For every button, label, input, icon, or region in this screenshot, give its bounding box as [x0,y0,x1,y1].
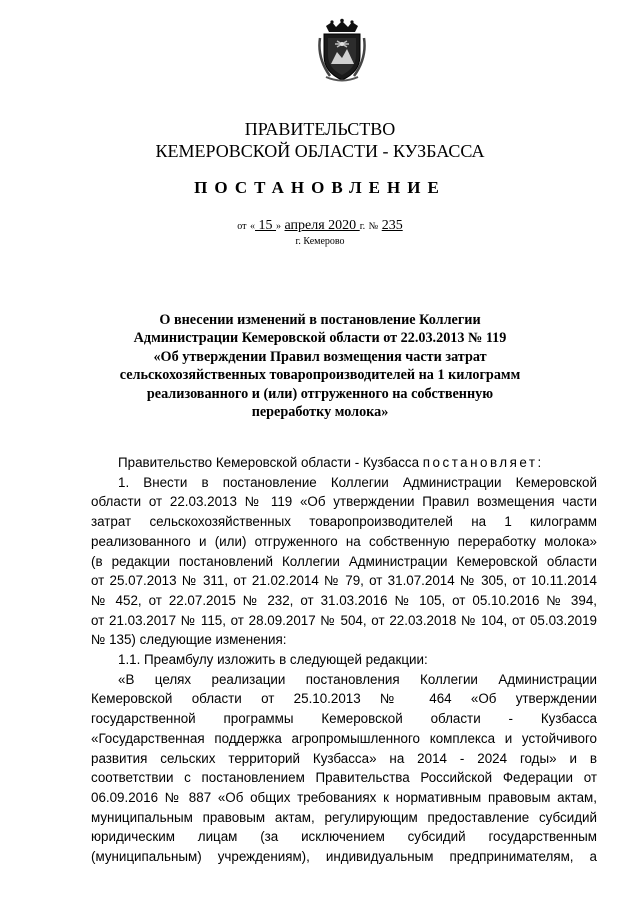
date-prefix: от [237,221,247,232]
body-line: (муниципальным) учреждениям), индивидуальным предпринимателям, а [91,849,597,865]
date-year-suffix: г. [359,221,366,232]
document-body [91,453,597,867]
body-line: № 135) следующие изменения: [91,632,287,648]
intro-decree-word: постановляет: [422,455,544,470]
body-line: реализованного и (или) отгруженного на собственную переработку молока» [91,533,597,549]
title-line: реализованного и (или) отгруженного на собственную [146,385,494,402]
document-type: ПОСТАНОВЛЕНИЕ [194,178,446,197]
date-day: 15 [255,218,277,233]
number-sign: № [368,221,379,232]
title-line: переработку молока» [251,404,389,421]
date-month-year: апреля 2020 [284,218,360,233]
body-line: Кемеровской области от 25.10.2013 № 464 «Об утверждении [91,691,597,707]
body-intro [91,453,597,473]
title-line: Администрации Кемеровской области от 22.03.2013 № 119 [133,330,507,347]
body-line: 1.1. Преамбулу изложить в следующей редакции: [118,652,428,668]
body-line: от 25.07.2013 № 311, от 21.02.2014 № 79, от 31.07.2014 № 305, от 10.11.2014 [91,573,597,589]
document-date-line [0,218,640,234]
document-city: г. Кемерово [295,236,345,247]
intro-text: Правительство Кемеровской области - Кузбасса [118,455,423,470]
document-number: 235 [381,218,403,233]
title-line: «Об утверждении Правил возмещения части затрат [153,348,487,365]
body-line: государственной программы Кемеровской области - Кузбасса [91,711,597,727]
body-line: развития сельских территорий Кузбасса» на 2014 - 2024 годы» и в [91,750,597,766]
body-line: затрат сельскохозяйственных товаропроизводителей на 1 килограмм [91,514,597,530]
body-line: 1. Внести в постановление Коллегии Администрации Кемеровской [118,474,597,490]
body-line: (в редакции постановлений Коллегии Администрации Кемеровской области [91,553,597,569]
body-line: 06.09.2016 № 887 «Об общих требованиях к нормативным правовым актам, [91,789,597,805]
coat-of-arms-icon [316,18,368,82]
title-line: О внесении изменений в постановление Коллегии [159,312,481,328]
document-title [100,311,540,421]
title-line: сельскохозяйственных товаропроизводителей на 1 килограмм [119,367,521,384]
body-line: «В целях реализации постановления Коллегии Администрации [118,671,597,687]
body-line: муниципальным правовым актам, регулирующим предоставление субсидий [91,809,597,825]
government-name-line2: КЕМЕРОВСКОЙ ОБЛАСТИ - КУЗБАССА [155,141,485,161]
date-quote-open: « [250,221,256,232]
body-line: юридическим лицам (за исключением субсидий государственным [91,829,597,845]
body-line: соответствии с постановлением Правительства Российской Федерации от [91,770,597,786]
body-line: от 21.03.2017 № 115, от 28.09.2017 № 504, от 22.03.2018 № 104, от 05.03.2019 [91,612,597,628]
body-line: «Государственная поддержка агропромышленного комплекса и устойчивого [91,730,597,746]
body-line: № 452, от 22.07.2015 № 232, от 31.03.2016 № 105, от 05.10.2016 № 394, [91,592,597,608]
body-line: области от 22.03.2013 № 119 «Об утверждении Правил возмещения части [91,494,597,510]
date-quote-close: » [276,221,282,232]
government-name-line1: ПРАВИТЕЛЬСТВО [244,119,396,139]
